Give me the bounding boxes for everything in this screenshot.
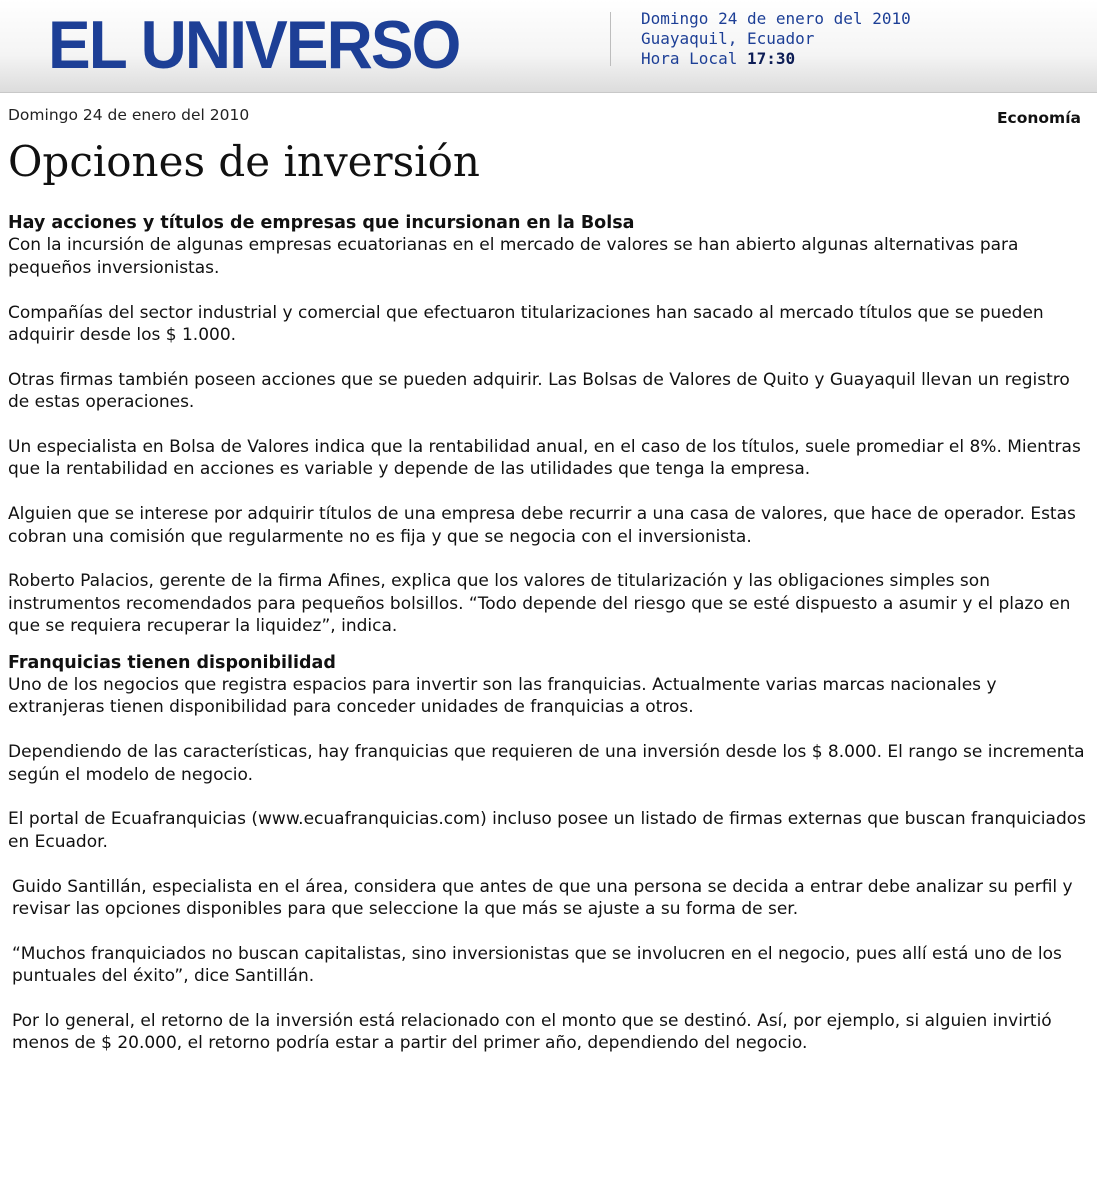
article-paragraph: Con la incursión de algunas empresas ecuatorianas en el mercado de valores se han abierto algunas alternativas para pequeños inversionistas.: [8, 235, 1019, 278]
article-paragraph: Alguien que se interese por adquirir títulos de una empresa debe recurrir a una casa de valores, que hace de operador. Estas cobran una comisión que regularmente no es fija y que se negocia con el inversionista.: [8, 504, 1076, 547]
masthead-local-time: [641, 49, 911, 69]
article-section: Economía: [996, 109, 1081, 127]
article-title: Opciones de inversión: [8, 137, 480, 186]
article-subheading: Franquicias tienen disponibilidad: [8, 652, 336, 673]
masthead-divider: [610, 12, 611, 66]
article-paragraph: “Muchos franquiciados no buscan capitalistas, sino inversionistas que se involucren en el negocio, pues allí está uno de los puntuales del éxito”, dice Santillán.: [12, 943, 1062, 987]
article-body: [8, 212, 1090, 1077]
article-paragraph: El portal de Ecuafranquicias (www.ecuafranquicias.com) incluso posee un listado de firmas externas que buscan franquiciados en Ecuador.: [8, 809, 1086, 852]
masthead: [0, 0, 1097, 93]
article-paragraph: Compañías del sector industrial y comercial que efectuaron titularizaciones han sacado al mercado títulos que se pueden adquirir desde los $ 1.000.: [8, 302, 1044, 346]
masthead-location: Guayaquil, Ecuador: [641, 29, 815, 48]
article-paragraph: Un especialista en Bolsa de Valores indica que la rentabilidad anual, en el caso de los títulos, suele promediar el 8%. Mientras que la rentabilidad en acciones es variable y depende de las utilidades que tenga la empresa.: [8, 437, 1081, 480]
article-paragraph: Dependiendo de las características, hay franquicias que requieren de una inversión desde los $ 8.000. El rango se incrementa según el modelo de negocio.: [8, 742, 1085, 785]
local-time-label: Hora Local: [641, 49, 738, 68]
article-subheading: Hay acciones y títulos de empresas que incursionan en la Bolsa: [8, 213, 635, 233]
local-time-value: 17:30: [746, 49, 796, 68]
article-date: Domingo 24 de enero del 2010: [8, 106, 250, 124]
article-paragraph: Otras firmas también poseen acciones que se pueden adquirir. Las Bolsas de Valores de Quito y Guayaquil llevan un registro de estas operaciones.: [8, 369, 1070, 413]
masthead-date-info: [641, 9, 911, 69]
masthead-date: Domingo 24 de enero del 2010: [641, 9, 911, 28]
newspaper-logo: EL UNIVERSO: [48, 7, 460, 83]
article-paragraph: Roberto Palacios, gerente de la firma Afines, explica que los valores de titularización y las obligaciones simples son instrumentos recomendados para pequeños bolsillos. “Todo depende del riesgo que se esté dispuesto a asumir y el plazo en que se requiera recuperar la liquidez”, indica.: [8, 571, 1071, 637]
article-paragraph: Uno de los negocios que registra espacios para invertir son las franquicias. Actualmente varias marcas nacionales y extranjeras tienen disponibilidad para conceder unidades de franquicias a otros.: [8, 675, 997, 718]
article-paragraph: Por lo general, el retorno de la inversión está relacionado con el monto que se destinó. Así, por ejemplo, si alguien invirtió menos de $ 20.000, el retorno podría estar a partir del primer año, dependiendo del negocio.: [12, 1011, 1052, 1054]
article-paragraph: Guido Santillán, especialista en el área, considera que antes de que una persona se decida a entrar debe analizar su perfil y revisar las opciones disponibles para que seleccione la que más se ajuste a su forma de ser.: [12, 876, 1073, 920]
